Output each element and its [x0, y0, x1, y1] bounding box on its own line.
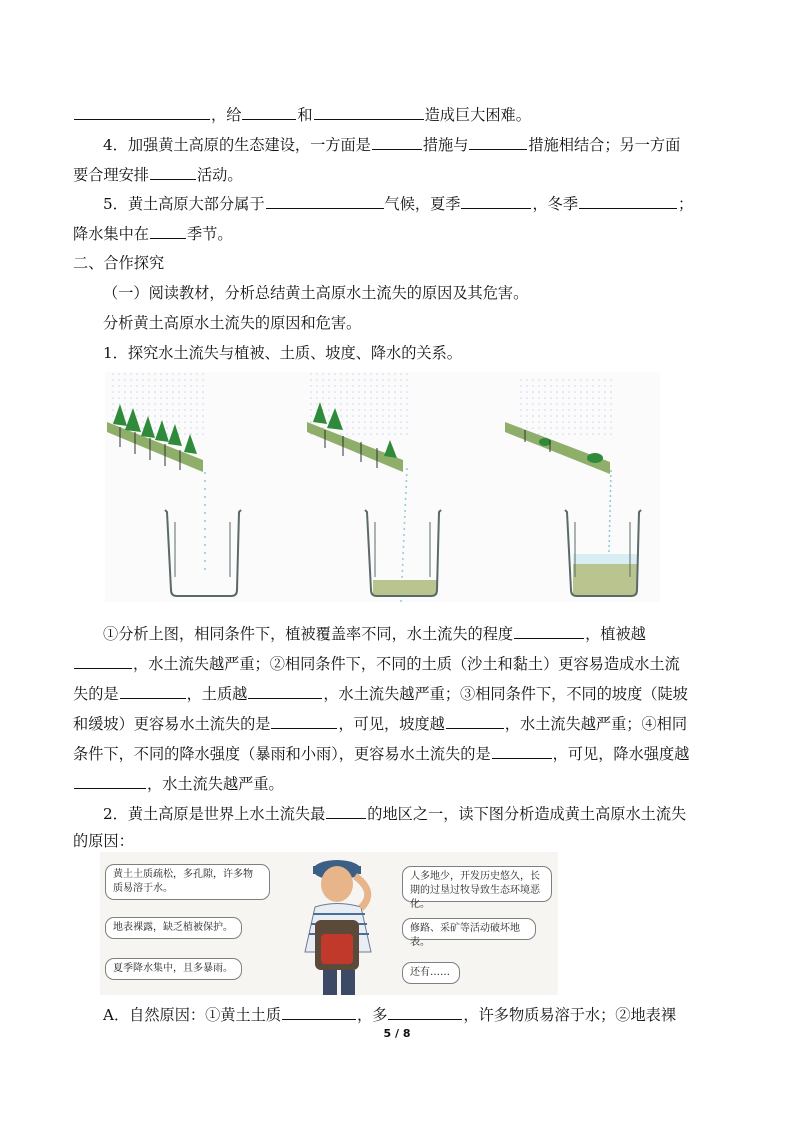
blank[interactable] [326, 802, 366, 819]
bubble-more: 还有…… [402, 962, 460, 984]
blank[interactable] [492, 742, 552, 759]
rain-area [310, 372, 410, 437]
blank[interactable] [120, 682, 186, 699]
bubble-rainfall: 夏季降水集中，且多暴雨。 [105, 958, 242, 980]
question-5-cont: 降水集中在 季节。 [73, 222, 233, 245]
analysis-line-5: 条件下，不同的降水强度（暴雨和小雨），更容易水土流失的是 ，可见，降水强度越 [73, 742, 689, 765]
question-4-cont: 要合理安排 活动。 [73, 163, 243, 186]
blank[interactable] [514, 622, 584, 639]
blank[interactable] [446, 712, 504, 729]
soil-erosion-experiment-figure [105, 372, 660, 602]
bubble-population: 人多地少，开发历史悠久，长期的过垦过牧导致生态环境恶化。 [402, 866, 552, 902]
subsection-heading: （一）阅读教材，分析总结黄土高原水土流失的原因及其危害。 [103, 284, 529, 302]
bubble-bare-surface: 地表裸露，缺乏植被保护。 [105, 917, 242, 939]
blank[interactable] [388, 1003, 462, 1020]
blank[interactable] [74, 772, 146, 789]
question-4: 4．加强黄土高原的生态建设，一方面是 措施与 措施相结合；另一方面 [103, 133, 680, 156]
section-heading: 二、合作探究 [73, 254, 165, 272]
blank[interactable] [282, 1003, 356, 1020]
blank[interactable] [314, 103, 424, 120]
page-number: 5 / 8 [383, 1027, 411, 1040]
line-q3-end: ，给 和 造成巨大困难。 [73, 103, 531, 126]
analysis-line-3: 失的是 ，土质越 ，水土流失越严重；③相同条件下，不同的坡度（陡坡 [73, 682, 688, 705]
question-1: 1．探究水土流失与植被、土质、坡度、降水的关系。 [103, 344, 462, 362]
bubble-soil: 黄土土质疏松，多孔隙，许多物质易溶于水。 [105, 864, 270, 900]
beaker-1 [165, 510, 241, 596]
answer-A: A．自然原因：①黄土土质 ，多 ，许多物质易溶于水；②地表裸 [103, 1003, 676, 1026]
question-5: 5．黄土高原大部分属于 气候，夏季 ，冬季 ； [103, 192, 693, 215]
blank[interactable] [469, 133, 527, 150]
analysis-line-6: ，水土流失越严重。 [73, 772, 284, 795]
slope-bare [505, 422, 611, 552]
rain-area [110, 372, 205, 437]
blank[interactable] [461, 192, 531, 209]
analysis-line-4: 和缓坡）更容易水土流失的是 ，可见，坡度越 ，水土流失越严重；④相同 [73, 712, 687, 735]
blank[interactable] [74, 103, 210, 120]
boy-illustration [285, 852, 395, 995]
blank[interactable] [242, 103, 296, 120]
blank[interactable] [150, 222, 186, 239]
blank[interactable] [271, 712, 337, 729]
blank[interactable] [372, 133, 422, 150]
blank[interactable] [74, 652, 132, 669]
blank[interactable] [248, 682, 322, 699]
question-2: 2．黄土高原是世界上水土流失最 的地区之一，读下图分析造成黄土高原水土流失 [103, 802, 686, 825]
subsection-intro: 分析黄土高原水土流失的原因和危害。 [103, 314, 362, 332]
blank[interactable] [150, 163, 196, 180]
beaker-3 [565, 510, 641, 596]
question-2-cont: 的原因： [73, 832, 134, 850]
rain-area [520, 377, 615, 437]
analysis-line-2: ，水土流失越严重；②相同条件下，不同的土质（沙土和黏土）更容易造成水土流 [73, 652, 680, 675]
bubble-construction: 修路、采矿等活动破坏地表。 [402, 918, 536, 940]
erosion-causes-figure [100, 852, 558, 995]
analysis-line-1: ①分析上图，相同条件下，植被覆盖率不同，水土流失的程度 ，植被越 [103, 622, 646, 645]
blank[interactable] [266, 192, 384, 209]
blank[interactable] [579, 192, 677, 209]
